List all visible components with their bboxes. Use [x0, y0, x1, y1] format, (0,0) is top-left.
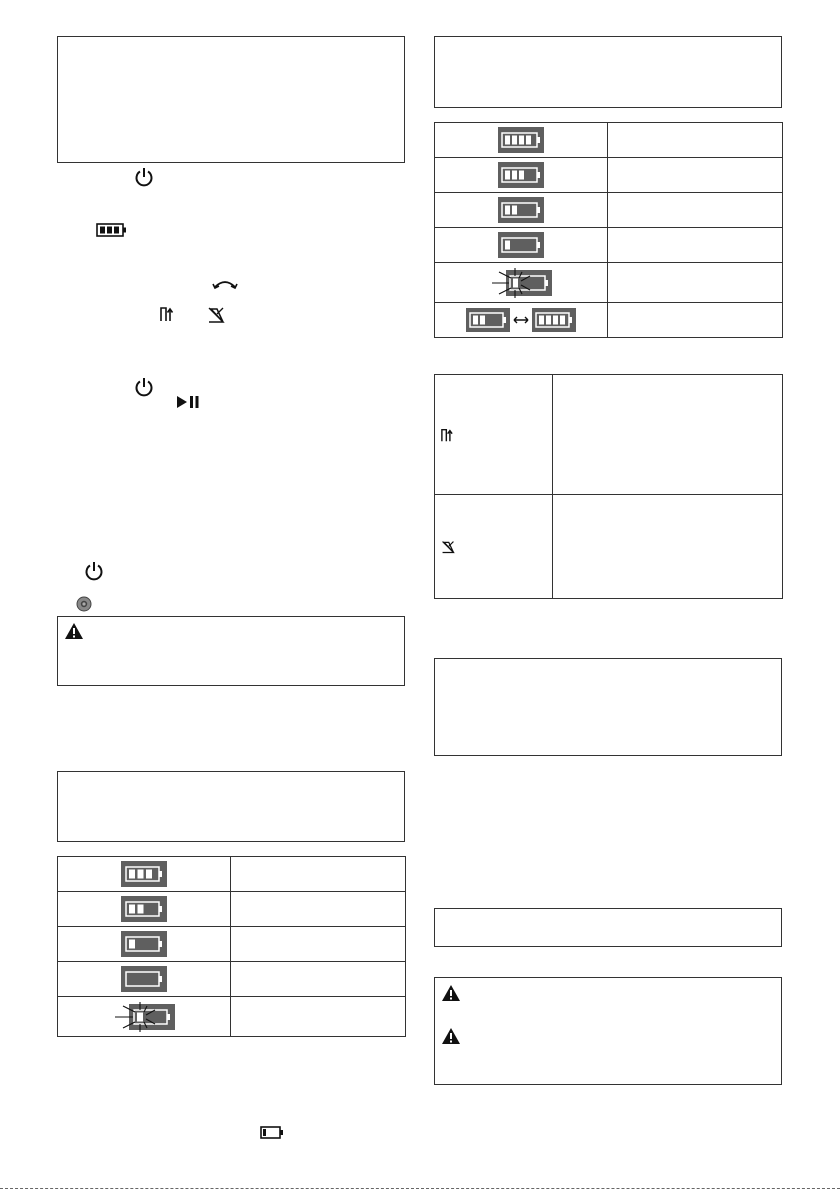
battery-flashing-icon: [113, 1000, 175, 1034]
table-cell: [58, 927, 231, 962]
power-icon: [133, 166, 155, 188]
warning-box-left: [57, 616, 405, 686]
note-box-top-left: [57, 36, 405, 163]
warning-triangle-icon: [441, 984, 461, 1002]
table-cell: [608, 263, 783, 303]
table-cell: [435, 228, 608, 263]
warning-triangle-icon: [441, 1027, 461, 1045]
table-cell: [231, 997, 406, 1037]
battery-level-table-left: [57, 856, 406, 1037]
table-row: [58, 857, 406, 892]
table-cell: [435, 495, 553, 599]
power-icon: [133, 376, 155, 398]
battery-one-bar-icon: [121, 931, 167, 957]
mode-table-right: [434, 374, 783, 599]
table-row: [58, 962, 406, 997]
table-cell: [553, 495, 783, 599]
table-cell: [58, 892, 231, 927]
table-cell: [58, 997, 231, 1037]
battery-alternating-icon: [466, 308, 576, 332]
table-cell: [435, 375, 553, 495]
battery-two-bar-icon: [498, 197, 544, 223]
table-row: [435, 123, 783, 158]
table-row: [435, 158, 783, 193]
table-cell: [435, 193, 608, 228]
table-cell: [608, 228, 783, 263]
table-row: [58, 997, 406, 1037]
curved-arrows-icon: [212, 277, 238, 291]
note-box-right-middle: [434, 658, 782, 756]
warning-box-right: [434, 977, 782, 1085]
table-cell: [435, 263, 608, 303]
table-cell: [231, 927, 406, 962]
battery-three-bar-icon: [498, 162, 544, 188]
battery-flashing-icon: [490, 266, 552, 300]
battery-empty-icon: [121, 966, 167, 992]
table-cell: [231, 857, 406, 892]
table-row: [435, 303, 783, 338]
table-cell: [608, 158, 783, 193]
table-cell: [58, 962, 231, 997]
table-cell: [435, 158, 608, 193]
table-cell: [435, 123, 608, 158]
battery-low-icon: [260, 1126, 284, 1139]
table-cell: [58, 857, 231, 892]
table-row: [435, 193, 783, 228]
table-cell: [435, 303, 608, 338]
mute-icon: [207, 306, 225, 324]
note-box-top-right: [434, 36, 782, 108]
table-row: [58, 892, 406, 927]
warning-triangle-icon: [64, 622, 84, 640]
table-cell: [608, 123, 783, 158]
table-row: [58, 927, 406, 962]
table-row: [435, 228, 783, 263]
battery-three-bar-icon: [121, 861, 167, 887]
table-cell: [231, 962, 406, 997]
table-row: [435, 495, 783, 599]
table-cell: [553, 375, 783, 495]
pulse-mode-icon: [160, 305, 178, 323]
table-cell: [231, 892, 406, 927]
note-box-left-middle: [57, 771, 405, 842]
battery-level-table-right: [434, 122, 783, 338]
pulse-mode-icon: [441, 427, 457, 443]
table-cell: [608, 303, 783, 338]
indicator-lamp-icon: [76, 596, 92, 612]
table-row: [435, 375, 783, 495]
table-row: [435, 263, 783, 303]
battery-one-bar-icon: [498, 232, 544, 258]
note-box-right-small: [434, 908, 782, 947]
table-cell: [608, 193, 783, 228]
play-pause-icon: [176, 395, 200, 409]
mute-icon: [441, 540, 455, 554]
battery-two-bar-icon: [121, 896, 167, 922]
battery-four-bar-icon: [498, 127, 544, 153]
battery-three-bar-icon: [96, 222, 128, 238]
page-bottom-rule: [0, 1188, 840, 1189]
power-icon: [83, 560, 105, 582]
